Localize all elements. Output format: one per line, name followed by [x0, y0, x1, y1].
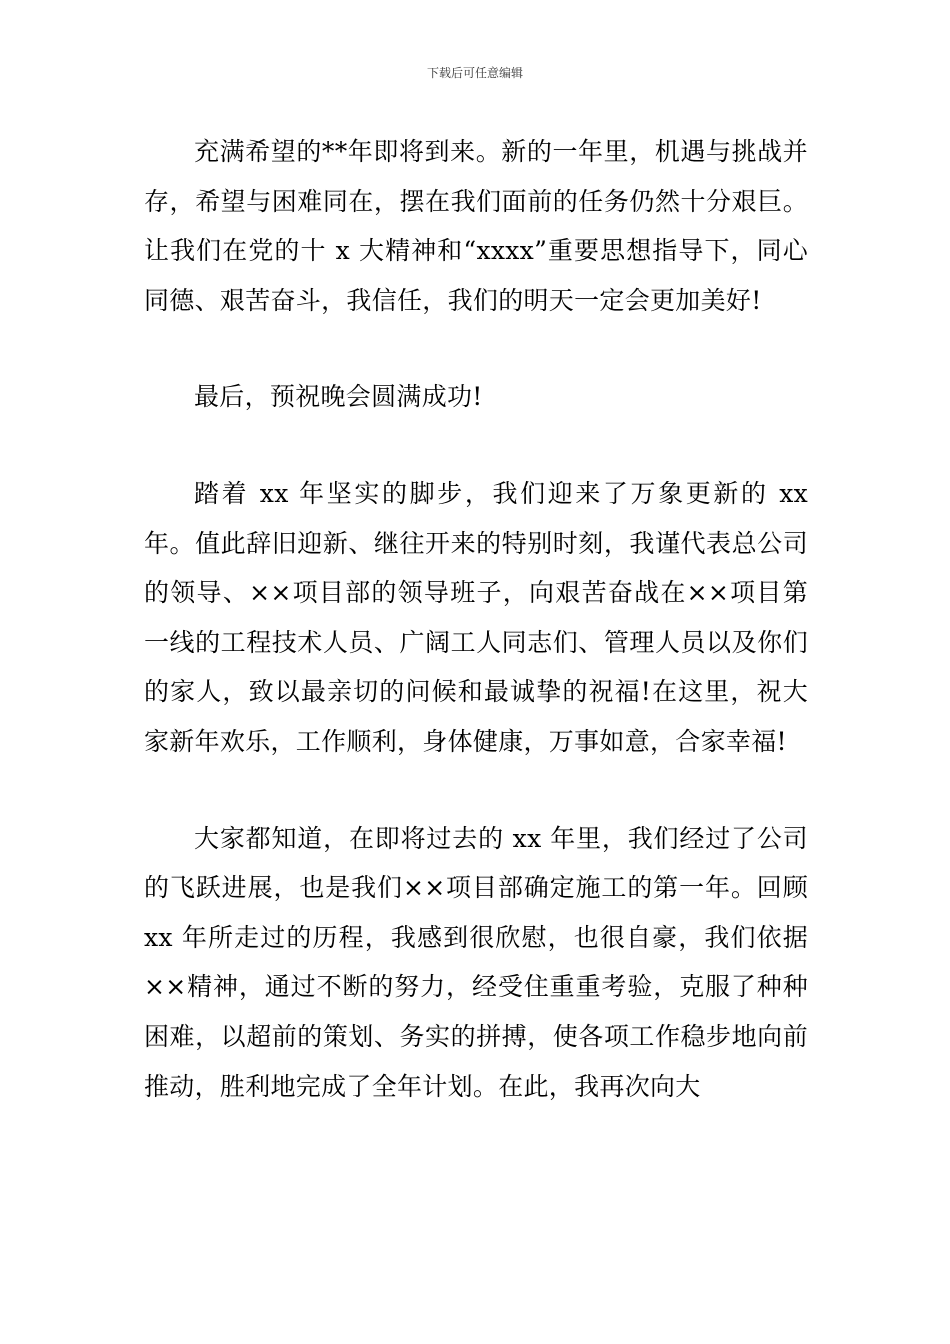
paragraph-greetings: 踏着 xx 年坚实的脚步，我们迎来了万象更新的 xx 年。值此辞旧迎新、继往开来的特别时刻，我谨代表总公司的领导、××项目部的领导班子，向艰苦奋战在××项目第一线的工程技术人员、广阔工人同志们、管理人员以及你们的家人，致以最亲切的问候和最诚挚的祝福!在这里，祝大家新年欢乐，工作顺利，身体健康，万事如意，合家幸福!: [144, 478, 808, 756]
paragraph-review: 大家都知道，在即将过去的 xx 年里，我们经过了公司的飞跃进展，也是我们××项目部确定施工的第一年。回顾 xx 年所走过的历程，我感到很欣慰，也很自豪，我们依据××精神，通过不断的努力，经受住重重考验，克服了种种困难，以超前的策划、务实的拼搏，使各项工作稳步地向前推动，胜利地完成了全年计划。在此，我再次向大: [144, 823, 808, 1101]
paragraph-closing-wish: 最后，预祝晚会圆满成功!: [194, 382, 483, 412]
paragraph-new-year-hope: 充满希望的**年即将到来。新的一年里，机遇与挑战并存，希望与困难同在，摆在我们面前的任务仍然十分艰巨。让我们在党的十 x 大精神和“xxxx”重要思想指导下，同心同德、艰苦奋斗，我信任，我们的明天一定会更加美好!: [144, 137, 808, 315]
page-header: 下载后可任意编辑: [426, 66, 523, 80]
document-body: [144, 127, 808, 1111]
